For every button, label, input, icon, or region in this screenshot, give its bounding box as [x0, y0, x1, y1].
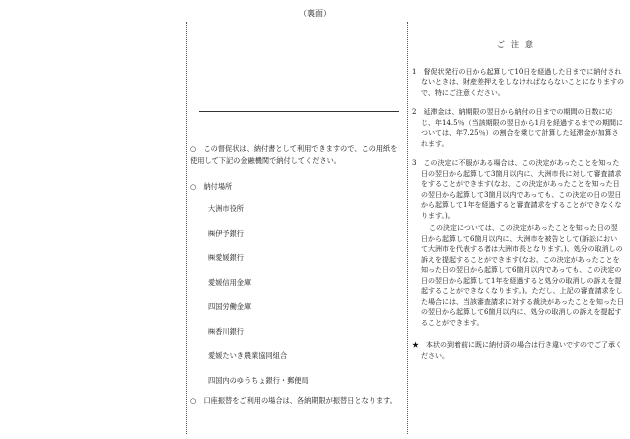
note-item: 3 この決定に不服がある場合は、この決定があったことを知った日の翌日から起算して3箇月以内に、大洲市長に対して審査請求をすることができます(なお、この決定があったことを知った日の翌日から起算して3箇月以内であっても、この決定の日の翌日から起算して1年を経過すると審査請求をすることができなくなります。)。: [412, 159, 622, 220]
cut-line-right: [407, 22, 408, 434]
bank-item: 愛媛信用金庫: [208, 277, 252, 287]
bank-list: [190, 197, 403, 393]
transfer-note: ○ 口座振替をご利用の場合は、各納期限が振替日となります。: [190, 396, 397, 405]
notes-title: ご注意: [497, 40, 539, 49]
bank-item: 大洲市役所: [208, 204, 244, 213]
bank-item: 四国内のゆうちょ銀行・郵便局: [208, 375, 309, 385]
note-item: 1 督促状発行の日から起算して10日を経過した日までに納付されないときは、財産差押えをしなければならないことになりますので、特にご注意ください。: [412, 67, 624, 97]
payment-location-label: ○ 納付場所: [190, 182, 233, 191]
bank-item: 四国労働金庫: [208, 302, 252, 311]
note-item: 2 延滞金は、納期限の翌日から納付の日までの期間の日数に応じ、年14.5％（当該期限の翌日から1月を経過するまでの期間については、年7.25％）の割合を乗じて計算した延滞金が加算されます。: [412, 108, 624, 148]
bank-item: ㈱香川銀行: [208, 326, 244, 336]
star-note: ★ 本状の到着前に既に納付済の場合は行き違いですのでご了承ください。: [412, 341, 622, 360]
note-item-continuation: この決定については、この決定があったことを知った日の翌日から起算して6箇月以内に、大洲市を被告として(訴訟において大洲市を代表する者は大洲市長となります。)、処分の取消しの訴えを提起することができます(なお、この決定があったことを知った日の翌日から起算して6箇月以内であっても、この決定の日の翌日から起算して1年を経過すると処分の取消しの訴えを提起することができなくなります。)。ただし、上記の審査請求をした場合には、当該審査請求に対する裁決があったことを知った日の翌日から起算して6箇月以内に、処分の取消しの訴えを提起することができます。: [421, 224, 624, 327]
bank-item: ㈱愛媛銀行: [208, 253, 244, 262]
bank-item: 愛媛たいき農業協同組合: [208, 351, 288, 360]
horizontal-rule: [199, 111, 399, 112]
payment-info-column: [190, 143, 403, 407]
page-header: （裏面）: [299, 9, 331, 18]
bank-item: ㈱伊予銀行: [208, 228, 244, 238]
cut-line-left: [186, 22, 187, 434]
notes-column: [412, 40, 624, 368]
usage-note: ○ この督促状は、納付書として利用できますので、この用紙を使用して下記の金融機関で納付してください。: [190, 144, 398, 165]
